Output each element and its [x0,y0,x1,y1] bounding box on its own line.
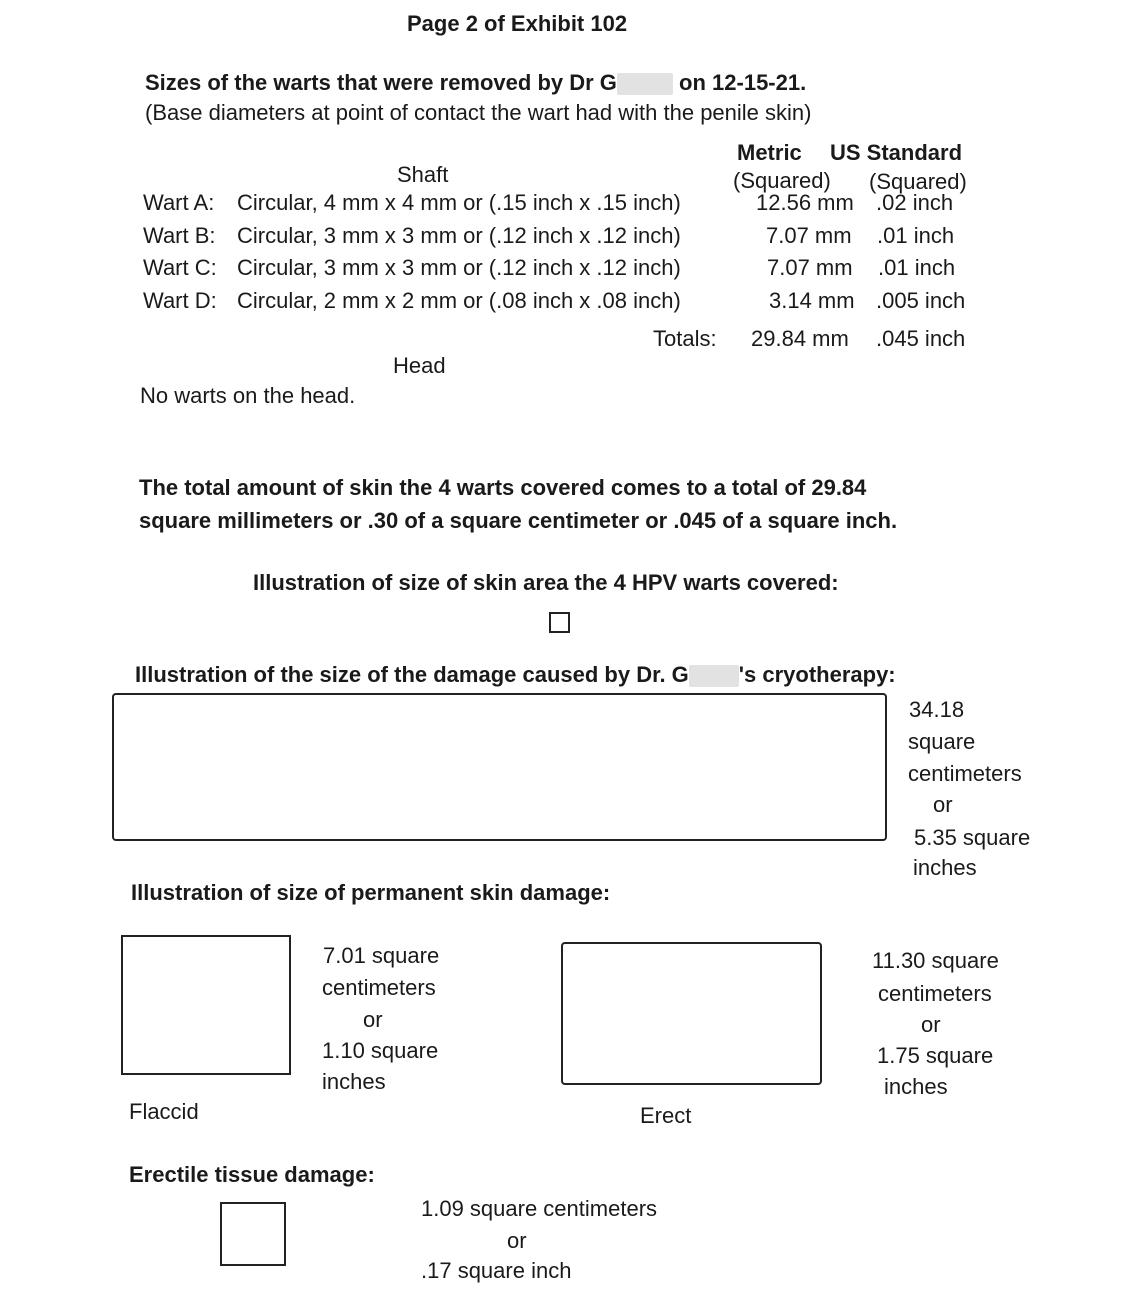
wart-description: Circular, 4 mm x 4 mm or (.15 inch x .15 inch) [237,190,681,215]
erectile-damage-square [220,1202,286,1266]
wart-us: .01 inch [877,223,955,248]
summary-line-1: The total amount of skin the 4 warts covered comes to a total of 29.84 [139,475,867,500]
warts-area-square [549,612,570,633]
wart-metric: 7.07 mm [766,223,852,248]
wart-metric: 3.14 mm [769,288,855,313]
wart-us: .01 inch [878,255,956,280]
damage-illustration-title [135,662,896,688]
damage-title-prefix: Illustration of the size of the damage caused by Dr. G [135,662,689,687]
table-row [143,287,983,315]
wart-label: Wart C: [143,255,217,280]
flaccid-us-value: 1.10 square [322,1038,439,1063]
table-row [143,254,983,282]
flaccid-value: 7.01 square [323,943,440,968]
totals-metric: 29.84 mm [751,326,849,351]
wart-description: Circular, 3 mm x 3 mm or (.12 inch x .12 inch) [237,223,681,248]
damage-us-unit: inches [913,855,977,880]
us-subheader: (Squared) [869,169,967,194]
flaccid-us-unit: inches [322,1069,386,1094]
redaction-bar [689,665,739,687]
erectile-damage-title: Erectile tissue damage: [129,1162,375,1187]
wart-description: Circular, 3 mm x 3 mm or (.12 inch x .12 inch) [237,255,681,280]
totals-us: .045 inch [876,326,966,351]
head-note: No warts on the head. [140,383,356,408]
redaction-bar [617,73,673,95]
erectile-value: 1.09 square centimeters [421,1196,658,1221]
flaccid-or: or [363,1007,383,1032]
erectile-us-value: .17 square inch [421,1258,572,1283]
summary-line-2: square millimeters or .30 of a square centimeter or .045 of a square inch. [139,508,898,533]
wart-label: Wart D: [143,288,217,313]
cryotherapy-damage-rectangle [112,693,887,841]
erect-unit: centimeters [878,981,992,1006]
heading-subtitle: (Base diameters at point of contact the wart had with the penile skin) [145,100,812,125]
page-title: Page 2 of Exhibit 102 [407,11,628,36]
erect-us-value: 1.75 square [877,1043,994,1068]
damage-or: or [933,792,953,817]
flaccid-label: Flaccid [129,1099,199,1124]
flaccid-damage-square [121,935,291,1075]
totals-row [143,325,983,353]
wart-metric: 7.07 mm [767,255,853,280]
metric-subheader: (Squared) [733,168,831,193]
heading-prefix: Sizes of the warts that were removed by Dr G [145,70,617,95]
damage-us-value: 5.35 square [914,825,1031,850]
table-row [143,189,983,217]
flaccid-unit: centimeters [322,975,436,1000]
wart-label: Wart B: [143,223,216,248]
shaft-label: Shaft [397,162,449,187]
section-heading [145,70,806,96]
totals-label: Totals: [653,326,717,351]
erect-damage-rectangle [561,942,822,1085]
damage-title-suffix: 's cryotherapy: [738,662,896,687]
table-row [143,222,983,250]
head-label: Head [393,353,446,378]
damage-value: 34.18 [909,697,965,722]
permanent-damage-title: Illustration of size of permanent skin damage: [131,880,611,905]
us-standard-header: US Standard [830,140,963,165]
wart-us: .005 inch [876,288,966,313]
warts-illustration-title: Illustration of size of skin area the 4 HPV warts covered: [253,570,839,595]
erectile-or: or [507,1228,527,1253]
erect-us-unit: inches [884,1074,948,1099]
wart-metric: 12.56 mm [756,190,854,215]
wart-description: Circular, 2 mm x 2 mm or (.08 inch x .08 inch) [237,288,681,313]
damage-unit-line-1: square [908,729,976,754]
erect-value: 11.30 square [872,948,999,973]
erect-label: Erect [640,1103,692,1128]
heading-suffix: on 12-15-21. [679,70,807,95]
wart-us: .02 inch [876,190,954,215]
metric-header: Metric [737,140,802,165]
damage-unit-line-2: centimeters [908,761,1022,786]
erect-or: or [921,1012,941,1037]
wart-label: Wart A: [143,190,215,215]
